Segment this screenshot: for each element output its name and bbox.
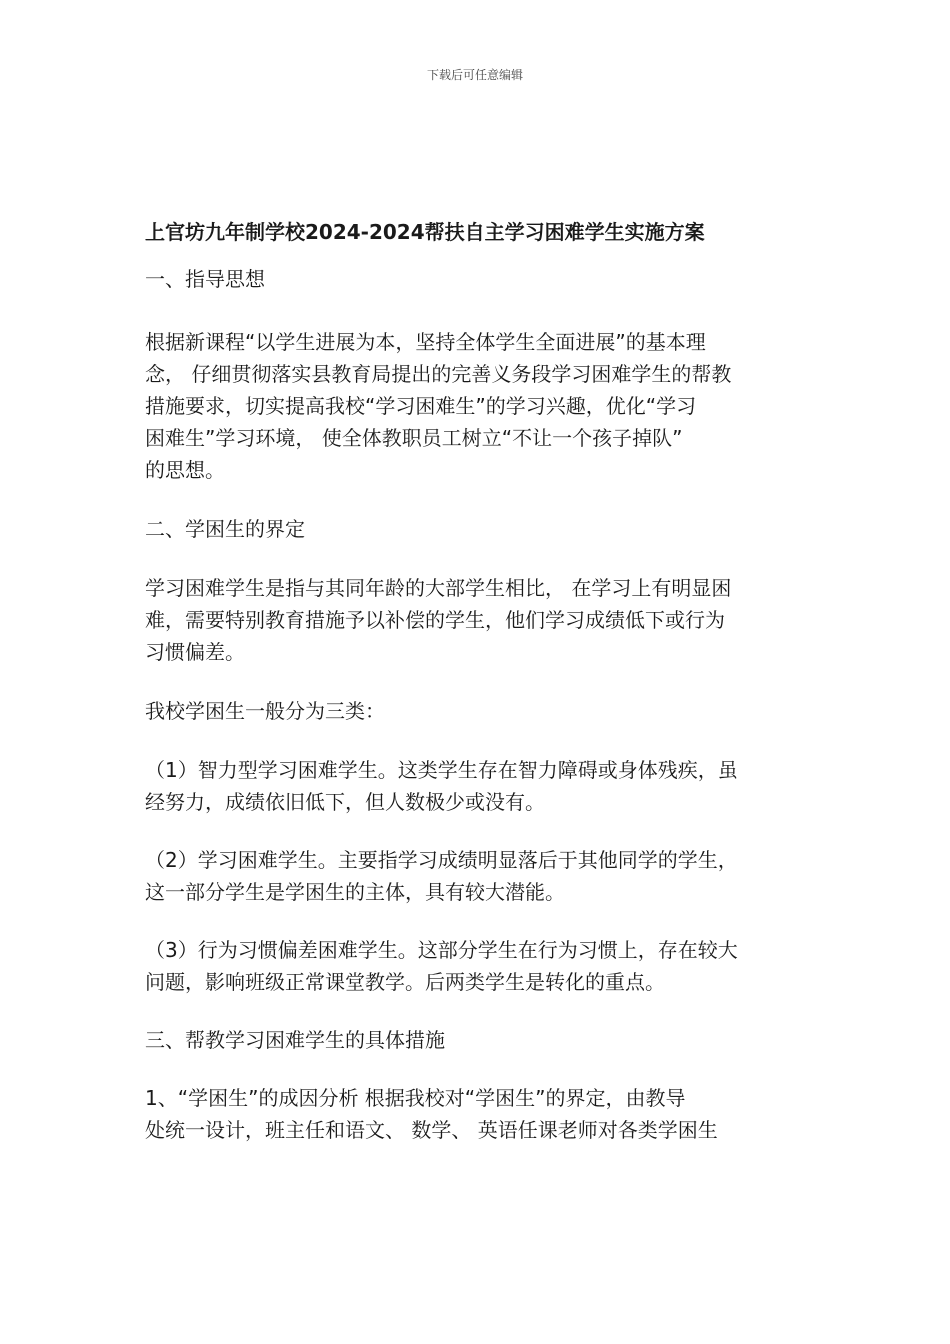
paragraph-category-1 (145, 754, 810, 818)
paragraph-line: 困难生”学习环境， 使全体教职员工树立“不让一个孩子掉队” (145, 426, 683, 450)
paragraph-line: 问题，影响班级正常课堂教学。后两类学生是转化的重点。 (145, 970, 665, 994)
paragraph-line: 念， 仔细贯彻落实县教育局提出的完善义务段学习困难学生的帮教 (145, 362, 732, 386)
paragraph-categories-intro (145, 695, 810, 727)
paragraph-category-3 (145, 934, 810, 998)
paragraph-category-2 (145, 844, 810, 908)
paragraph-line: 措施要求，切实提高我校“学习困难生”的学习兴趣，优化“学习 (145, 394, 697, 418)
paragraph-line: 经努力，成绩依旧低下，但人数极少或没有。 (145, 790, 545, 814)
section-heading-definition: 二、学困生的界定 (145, 517, 305, 541)
paragraph-line: 的思想。 (145, 458, 225, 482)
document-title: 上官坊九年制学校2024-2024帮扶自主学习困难学生实施方案 (145, 220, 705, 244)
paragraph-line: 根据新课程“以学生进展为本，坚持全体学生全面进展”的基本理 (145, 330, 706, 354)
paragraph-line: （3）行为习惯偏差困难学生。这部分学生在行为习惯上，存在较大 (145, 938, 738, 962)
paragraph-line: 1、“学困生”的成因分析 根据我校对“学困生”的界定，由教导 (145, 1086, 686, 1110)
paragraph-definition (145, 572, 810, 668)
page-header-note: 下载后可任意编辑 (426, 68, 523, 82)
paragraph-cause-analysis (145, 1082, 810, 1146)
section-heading-guiding-thought: 一、指导思想 (145, 267, 265, 291)
paragraph-line: 我校学困生一般分为三类： (145, 699, 385, 723)
paragraph-line: 学习困难学生是指与其同年龄的大部学生相比， 在学习上有明显困 (145, 576, 732, 600)
paragraph-line: 这一部分学生是学困生的主体，具有较大潜能。 (145, 880, 565, 904)
paragraph-line: （1）智力型学习困难学生。这类学生存在智力障碍或身体残疾，虽 (145, 758, 738, 782)
paragraph-line: 习惯偏差。 (145, 640, 245, 664)
section-heading-measures: 三、帮教学习困难学生的具体措施 (145, 1028, 445, 1052)
paragraph-line: （2）学习困难学生。主要指学习成绩明显落后于其他同学的学生， (145, 848, 738, 872)
paragraph-line: 难，需要特别教育措施予以补偿的学生，他们学习成绩低下或行为 (145, 608, 725, 632)
paragraph-guiding-thought (145, 326, 810, 486)
document-body (145, 216, 810, 1146)
paragraph-line: 处统一设计，班主任和语文、 数学、 英语任课老师对各类学困生 (145, 1118, 718, 1142)
